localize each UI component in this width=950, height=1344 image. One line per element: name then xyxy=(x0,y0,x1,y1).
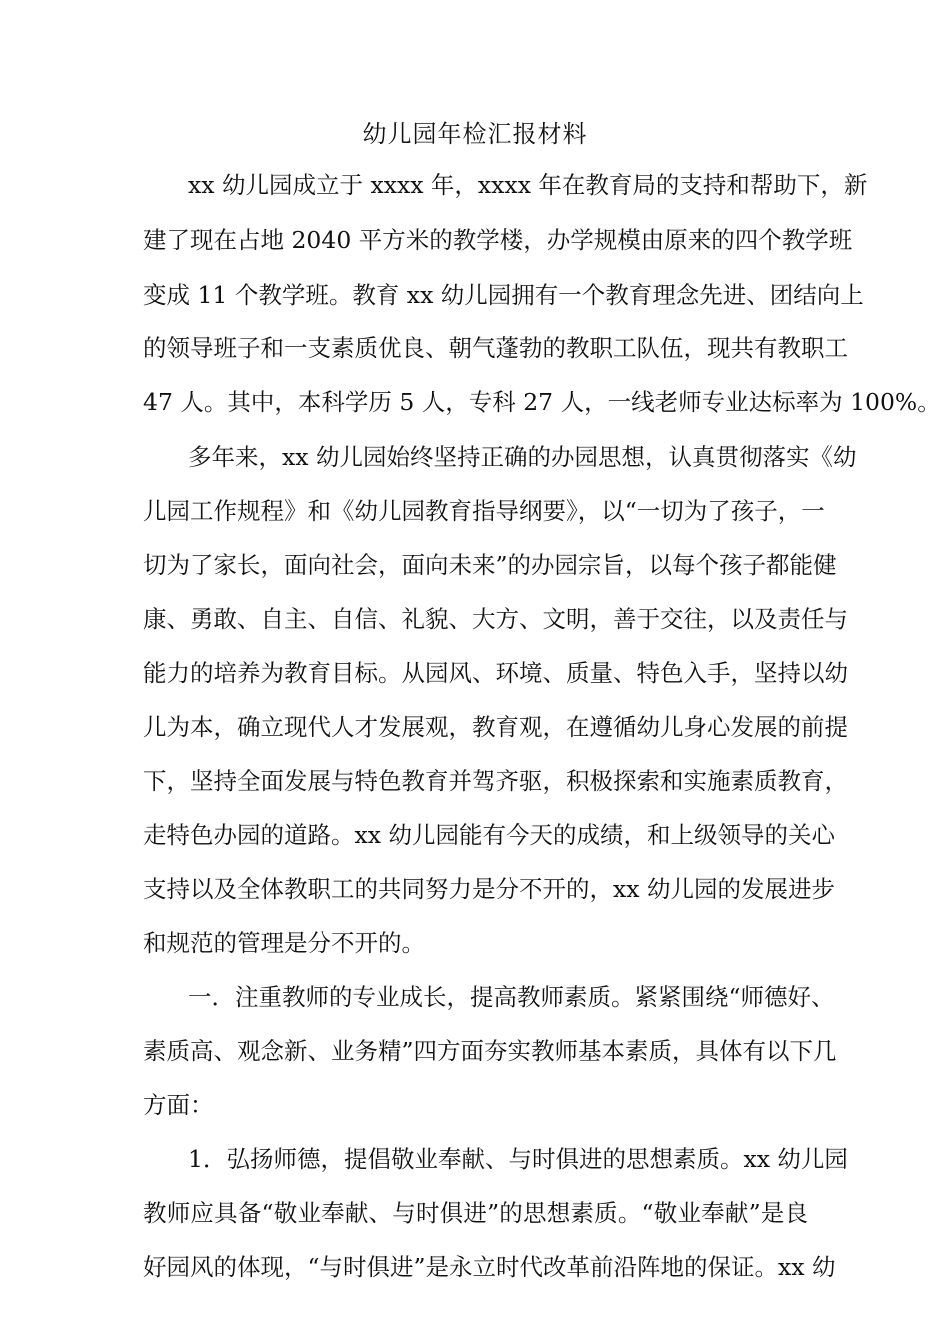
text-line: 建了现在占地 2040 平方米的教学楼，办学规模由原来的四个教学班 xyxy=(143,226,853,254)
document-title: 幼儿园年检汇报材料 xyxy=(362,120,588,148)
text-line: 多年来，xx 幼儿园始终坚持正确的办园思想，认真贯彻落实《幼 xyxy=(188,443,857,471)
text-line: 教师应具备“敬业奉献、与时俱进”的思想素质。“敬业奉献”是良 xyxy=(143,1199,808,1227)
text-line: 支持以及全体教职工的共同努力是分不开的，xx 幼儿园的发展进步 xyxy=(143,875,835,903)
text-line: 切为了家长，面向社会，面向未来”的办园宗旨，以每个孩子都能健 xyxy=(143,551,837,579)
text-line: xx 幼儿园成立于 xxxx 年，xxxx 年在教育局的支持和帮助下，新 xyxy=(188,171,868,199)
text-line: 康、勇敢、自主、自信、礼貌、大方、文明，善于交往，以及责任与 xyxy=(143,605,848,633)
text-line: 能力的培养为教育目标。从园风、环境、质量、特色入手，坚持以幼 xyxy=(143,659,848,687)
text-line: 走特色办园的道路。xx 幼儿园能有今天的成绩，和上级领导的关心 xyxy=(143,821,835,849)
text-line: 儿园工作规程》和《幼儿园教育指导纲要》，以“一切为了孩子，一 xyxy=(143,497,825,525)
text-line: 方面： xyxy=(143,1091,214,1119)
text-line: 47 人。其中，本科学历 5 人，专科 27 人，一线老师专业达标率为 100%。 xyxy=(143,388,941,416)
text-line: 好园风的体现，“与时俱进”是永立时代改革前沿阵地的保证。xx 幼 xyxy=(143,1253,836,1281)
text-line: 和规范的管理是分不开的。 xyxy=(143,929,425,957)
text-line: 下，坚持全面发展与特色教育并驾齐驱，积极探索和实施素质教育， xyxy=(143,767,848,795)
text-line: 的领导班子和一支素质优良、朝气蓬勃的教职工队伍，现共有教职工 xyxy=(143,334,848,362)
text-line: 变成 11 个教学班。教育 xx 幼儿园拥有一个教育理念先进、团结向上 xyxy=(143,281,864,309)
text-line: 儿为本，确立现代人才发展观，教育观，在遵循幼儿身心发展的前提 xyxy=(143,713,848,741)
text-line: 1．弘扬师德，提倡敬业奉献、与时俱进的思想素质。xx 幼儿园 xyxy=(188,1145,848,1173)
text-line: 一．注重教师的专业成长，提高教师素质。紧紧围绕“师德好、 xyxy=(188,983,835,1011)
text-line: 素质高、观念新、业务精”四方面夯实教师基本素质，具体有以下几 xyxy=(143,1037,837,1065)
